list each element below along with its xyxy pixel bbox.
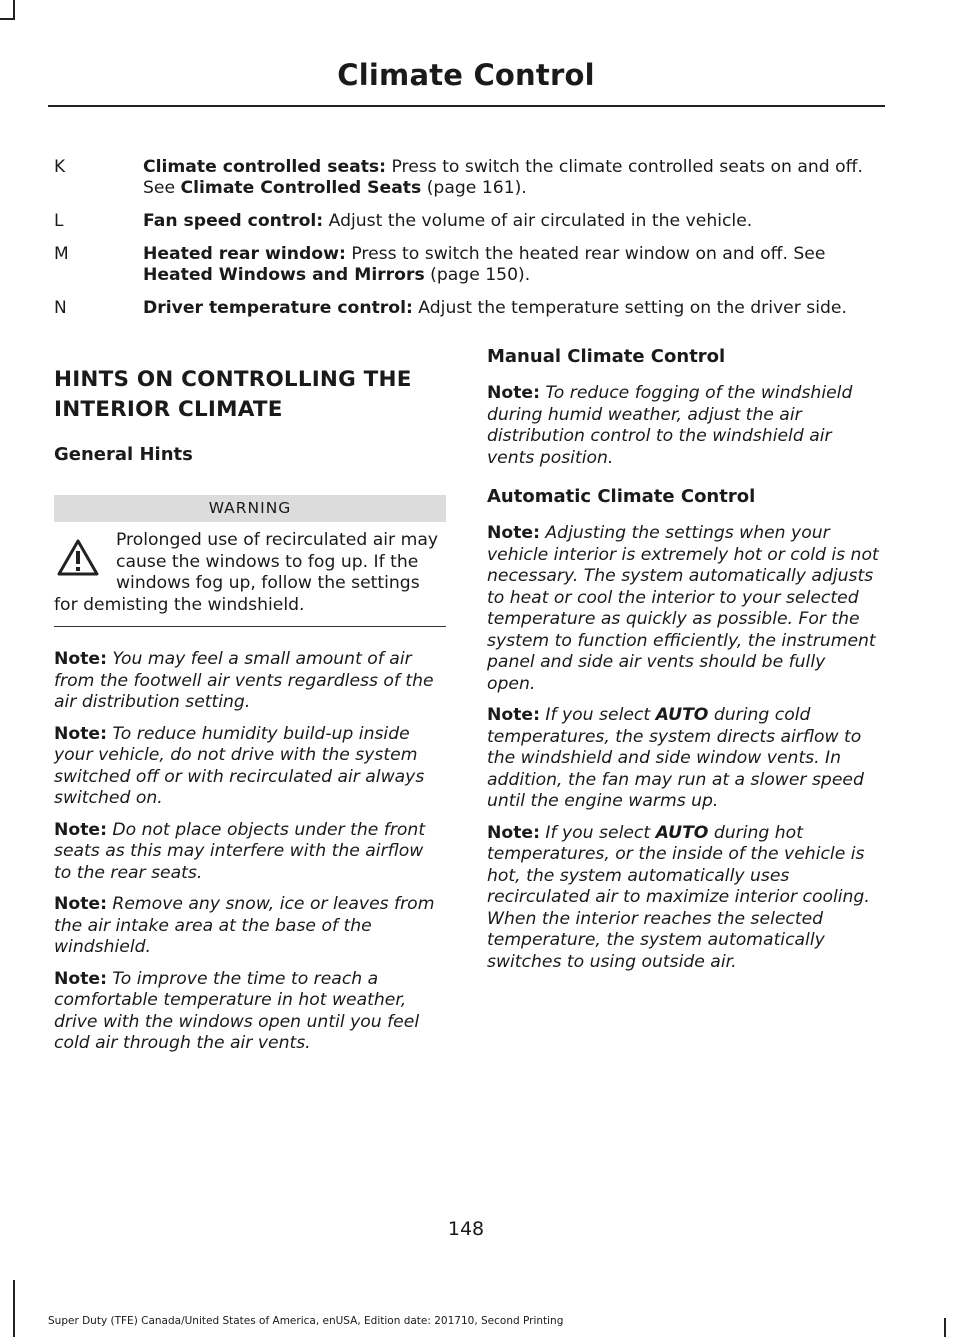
warning-label: WARNING <box>54 495 446 522</box>
legend-term: Heated rear window: <box>143 244 346 264</box>
edition-footer: Super Duty (TFE) Canada/United States of America, enUSA, Edition date: 201710, Second Printing <box>48 1315 564 1327</box>
legend-item-l <box>54 211 884 232</box>
legend-description <box>143 244 884 286</box>
subheading-automatic-climate-control: Automatic Climate Control <box>487 486 756 507</box>
auto-keyword: AUTO <box>655 822 709 843</box>
note <box>54 649 446 714</box>
section-heading-line: HINTS ON CONTROLLING THE <box>54 367 412 392</box>
note <box>487 383 879 469</box>
legend-description <box>143 211 884 232</box>
note-text: Remove any snow, ice or leaves from the air intake area at the base of the windshield. <box>54 894 435 957</box>
crop-mark-top-left <box>13 0 15 20</box>
legend-item-m <box>54 244 884 286</box>
crop-mark-bottom-left <box>13 1280 15 1337</box>
warning-line: cause the windows to fog up. If the <box>116 551 419 572</box>
legend-text: Adjust the volume of air circulated in the vehicle. <box>323 211 753 231</box>
note-label: Note: <box>487 705 540 725</box>
note-text: during hot temperatures, or the inside of the vehicle is hot, the system automatically uses recirculated air to maximize interior cooling. When the interior reaches the selected temperature, the system automatically switches to using outside air. <box>487 822 870 972</box>
legend-reference: Climate Controlled Seats <box>180 178 422 198</box>
legend-description <box>143 298 884 319</box>
note-label: Note: <box>54 649 107 669</box>
crop-mark-top-left-h <box>0 18 15 20</box>
note-text: To reduce humidity build-up inside your vehicle, do not drive with the system switched off or with recirculated air always switched on. <box>54 723 425 808</box>
legend-key: N <box>54 298 67 318</box>
page-title: Climate Control <box>337 58 595 92</box>
note-text: If you select <box>539 705 656 725</box>
subheading-general-hints: General Hints <box>54 444 193 465</box>
note <box>54 724 446 810</box>
note-text: To improve the time to reach a comfortable temperature in hot weather, drive with the windows open until you feel cold air through the air vents. <box>54 968 420 1053</box>
note-text: You may feel a small amount of air from the footwell air vents regardless of the air distribution setting. <box>54 649 434 712</box>
legend-item-k <box>54 157 884 199</box>
section-heading <box>54 365 446 425</box>
note-label: Note: <box>54 819 107 840</box>
subheading-manual-climate-control: Manual Climate Control <box>487 346 726 367</box>
note-label: Note: <box>487 523 540 543</box>
note-label: Note: <box>54 968 107 989</box>
right-column <box>487 345 879 983</box>
note <box>487 523 879 695</box>
note <box>54 969 446 1055</box>
warning-box <box>54 530 446 627</box>
legend-text: Press to switch the climate controlled seats on and off. See <box>143 157 863 198</box>
page-number: 148 <box>447 1218 485 1240</box>
general-notes <box>54 649 446 1055</box>
legend-page: (page 161). <box>421 178 527 198</box>
note-label: Note: <box>54 723 107 744</box>
left-column <box>54 365 446 1065</box>
note <box>487 705 879 813</box>
note-text: during cold temperatures, the system directs airflow to the windshield and side window vents. In addition, the fan may run at a slower speed until the engine warms up. <box>487 705 864 811</box>
warning-line: windows fog up, follow the settings <box>116 573 420 593</box>
legend-key: M <box>54 244 69 264</box>
title-divider <box>48 105 885 107</box>
note <box>54 820 446 885</box>
legend-text: Adjust the temperature setting on the driver side. <box>412 298 847 318</box>
legend-term: Driver temperature control: <box>143 298 413 318</box>
warning-line: for demisting the windshield. <box>54 594 305 615</box>
legend-term: Climate controlled seats: <box>143 157 387 177</box>
legend-page: (page 150). <box>424 265 531 285</box>
crop-mark-bottom-right <box>944 1318 946 1337</box>
legend-key: K <box>54 157 66 177</box>
note <box>54 894 446 959</box>
note <box>487 823 879 974</box>
note-label: Note: <box>487 822 540 843</box>
legend-term: Fan speed control: <box>143 211 324 231</box>
legend-reference: Heated Windows and Mirrors <box>143 265 425 285</box>
legend-description <box>143 157 884 199</box>
warning-text <box>54 530 446 616</box>
note-label: Note: <box>487 383 540 403</box>
warning-line: Prolonged use of recirculated air may <box>116 530 439 550</box>
note-text: If you select <box>539 822 656 843</box>
note-text: To reduce fogging of the windshield during humid weather, adjust the air distribution control to the windshield air vents position. <box>487 383 853 468</box>
warning-triangle-icon <box>56 538 100 578</box>
section-heading-line: INTERIOR CLIMATE <box>54 397 283 422</box>
legend-item-n <box>54 298 884 319</box>
legend-key: L <box>54 211 64 231</box>
legend-text: Press to switch the heated rear window on and off. See <box>345 244 826 264</box>
note-text: Adjusting the settings when your vehicle interior is extremely hot or cold is not necessary. The system automatically adjusts to heat or cool the interior to your selected temperature as quickly as possible. For the system to function efficiently, the instrument panel and side air vents should be fully open. <box>487 523 879 694</box>
control-legend <box>54 157 884 331</box>
note-label: Note: <box>54 894 107 914</box>
auto-keyword: AUTO <box>655 705 709 725</box>
note-text: Do not place objects under the front seats as this may interfere with the airflow to the rear seats. <box>54 819 426 883</box>
